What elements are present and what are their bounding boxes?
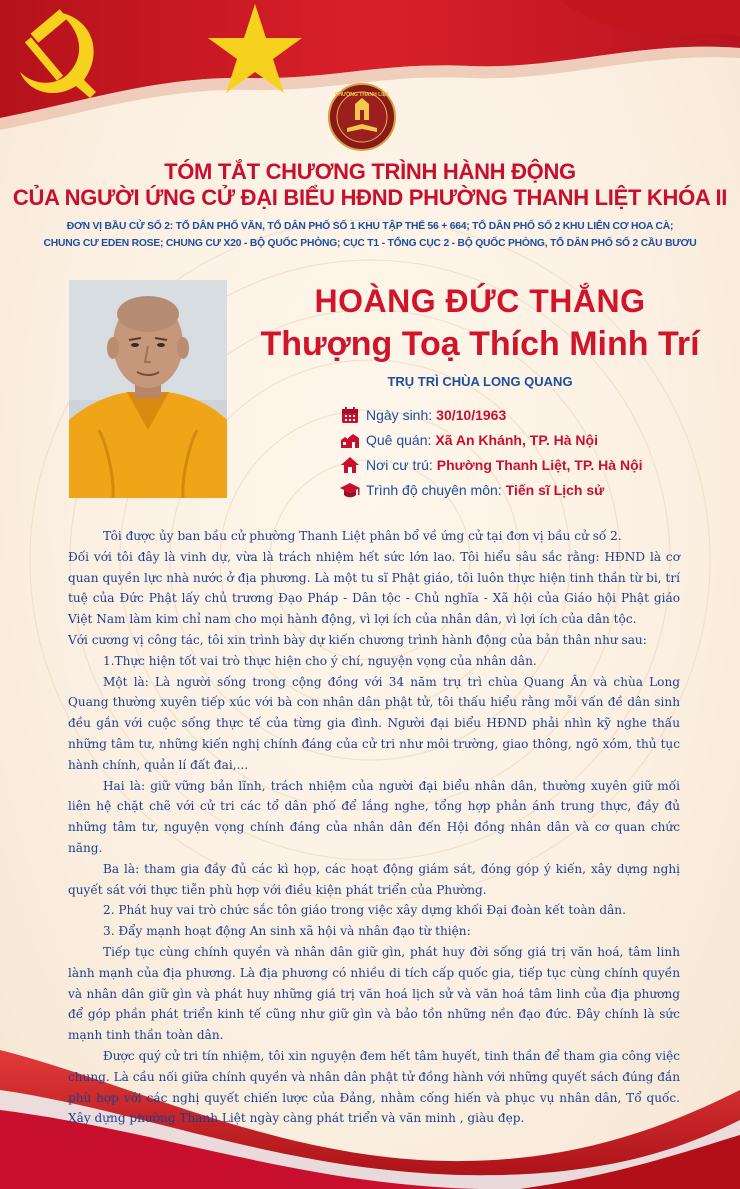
calendar-icon [340,405,360,425]
paragraph: 1.Thực hiện tốt vai trò thực hiện cho ý chí, nguyện vọng của nhân dân. [103,653,537,668]
paragraph: Ba là: tham gia đầy đủ các kì họp, các hoạt động giám sát, đóng góp ý kiến, xây dựng nghị quyết sát với thực tiễn phù hợp với điều kiện phát triển của Phường. [68,861,680,897]
info-education [340,479,604,501]
house-icon [340,455,360,475]
info-birthdate [340,404,506,426]
electoral-unit-line-1: ĐƠN VỊ BẦU CỬ SỐ 2: TỔ DÂN PHỐ VĂN, TỔ DÂN PHỐ SỐ 1 KHU TẬP THỂ 56 + 664; TỔ DÂN PHỐ SỐ 2 KHU LIÊN CƠ HOA CÀ; [66,221,674,232]
paragraph: Với cương vị công tác, tôi xin trình bày dự kiến chương trình hành động của bản thân như sau: [68,632,647,647]
info-label: Ngày sinh: [366,407,433,423]
info-label: Nơi cư trú: [366,457,433,473]
info-hometown [340,429,598,451]
ward-emblem [327,82,397,152]
candidate-dharma-name: Thượng Toạ Thích Minh Trí [260,325,700,363]
paragraph: Tiếp tục cùng chính quyền và nhân dân giữ gìn, phát huy đời sống giá trị văn hoá, tâm linh lành mạnh của địa phương. Là địa phương có nhiều di tích cấp quốc gia, tiếp tục cùng chính quyền và nhân dân giữ gìn và phát huy những giá trị văn hoá lịch sử và văn hoá tâm linh của địa phương để góp phần phát triển kinh tế cũng như giữ gìn và bảo tồn những nền đạo đức. Đây chính là sức mạnh tinh thần toàn dân. [68,944,680,1043]
title-line-2: CỦA NGƯỜI ỨNG CỬ ĐẠI BIỂU HĐND PHƯỜNG THANH LIỆT KHÓA II [12,185,728,210]
paragraph: Được quý cử tri tín nhiệm, tôi xin nguyện đem hết tâm huyết, tinh thần để tham gia công việc chung. Là cầu nối giữa chính quyền và nhân dân phật tử đồng hành với những quyết sách đúng đắn phù hợp với các nghị quyết chiến lược của Đảng, nhằm cống hiến và phục vụ nhân dân, Tổ quốc. Xây dựng phường Thanh Liệt ngày càng phát triển và văn minh , giàu đẹp. [68,1048,680,1126]
emblem-text: PHƯỜNG THANH LIỆT [335,92,389,98]
candidate-name: HOÀNG ĐỨC THẮNG [314,283,646,319]
paragraph: 2. Phát huy vai trò chức sắc tôn giáo trong việc xây dựng khối Đại đoàn kết toàn dân. [103,903,626,918]
info-residence [340,454,643,476]
paragraph: Một là: Là người sống trong cộng đồng với 34 năm trụ trì chùa Quang Ân và chùa Long Quang thường xuyên tiếp xúc với bà con nhân dân phật tử, tôi thấu hiểu rằng mỗi vấn đề dân sinh đều gắn với cuộc sống thực tế của từng gia đình. Người đại biểu HĐND phải nhìn kỹ nghe thấu những tâm tư, những kiến nghị chính đáng của cử tri như môi trường, giao thông, ngõ xóm, thủ tục hành chính, quản lí đất đai,... [68,674,680,772]
paragraph: Hai là: giữ vững bản lĩnh, trách nhiệm của người đại biểu nhân dân, thường xuyên giữ mối liên hệ chặt chẽ với cử tri các tổ dân phố để lắng nghe, tổng hợp phản ánh trung thực, đầy đủ những tâm tư, nguyện vọng chính đáng của nhân dân đến Hội đồng nhân dân và cơ quan chức năng. [68,778,680,855]
info-value: Tiến sĩ Lịch sử [505,482,605,498]
info-value: 30/10/1963 [436,407,507,423]
paragraph: 3. Đẩy mạnh hoạt động An sinh xã hội và nhân đạo từ thiện: [103,924,471,939]
candidate-portrait [69,280,227,498]
action-program-text [68,526,680,1129]
candidate-role: TRỤ TRÌ CHÙA LONG QUANG [387,374,573,389]
info-label: Quê quán: [366,432,432,448]
graduation-cap-icon [340,480,360,500]
info-label: Trình độ chuyên môn: [366,482,502,498]
paragraph: Tôi được ủy ban bầu cử phường Thanh Liệt phân bổ về ứng cử tại đơn vị bầu cử số 2. [103,529,622,543]
title-line-1: TÓM TẮT CHƯƠNG TRÌNH HÀNH ĐỘNG [164,159,576,184]
paragraph: Đối với tôi đây là vinh dự, vừa là trách nhiệm hết sức lớn lao. Tôi hiểu sâu sắc rằng: HĐND là cơ quan quyền lực nhà nước ở địa phương. Là một tu sĩ Phật giáo, tôi luôn thực hiện tinh thần từ bi, trí tuệ của Đức Phật lấy chủ trương Đạo Pháp - Dân tộc - Chủ nghĩa - Xã hội của Giáo hội Phật giáo Việt Nam làm kim chỉ nam cho mọi hành động, vì lợi ích của nhân dân, vì lợi ích của dân tộc. [68,549,680,627]
info-value: Phường Thanh Liệt, TP. Hà Nội [436,457,643,473]
electoral-unit-line-2: CHUNG CƯ EDEN ROSE; CHUNG CƯ X20 - BỘ QUỐC PHÒNG; CỤC T1 - TỔNG CỤC 2 - BỘ QUỐC PHÒNG, TỔ DÂN PHỐ SỐ 2 CẦU BƯƠU [43,238,697,249]
hometown-icon [340,430,360,450]
info-value: Xã An Khánh, TP. Hà Nội [435,432,598,448]
